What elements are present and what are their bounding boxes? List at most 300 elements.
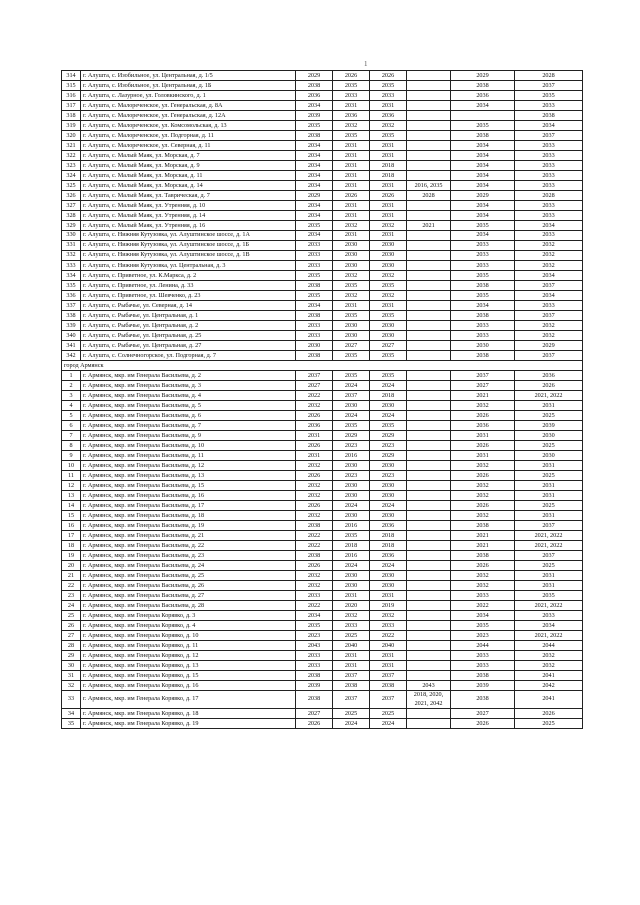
table-row bbox=[62, 691, 583, 709]
year-cell: 2029 bbox=[296, 71, 333, 81]
year-cell: 2021, 2022 bbox=[515, 531, 583, 541]
year-cell: 2025 bbox=[333, 631, 370, 641]
table-row bbox=[62, 301, 583, 311]
year-cell: 2031 bbox=[515, 401, 583, 411]
table-row bbox=[62, 271, 583, 281]
table-row bbox=[62, 81, 583, 91]
table-row bbox=[62, 591, 583, 601]
address-cell: г. Алушта, с. Нижняя Кутузовка, ул. Центральная, д. 3 bbox=[81, 261, 296, 271]
row-number-cell: 35 bbox=[62, 719, 81, 729]
year-cell bbox=[407, 481, 451, 491]
address-cell: г. Армянск, мкр. им Генерала Васильева, д. 25 bbox=[81, 571, 296, 581]
row-number-cell: 327 bbox=[62, 201, 81, 211]
year-cell: 2034 bbox=[296, 171, 333, 181]
table-row bbox=[62, 581, 583, 591]
year-cell: 2032 bbox=[296, 581, 333, 591]
year-cell: 2035 bbox=[451, 621, 515, 631]
year-cell: 2031 bbox=[333, 651, 370, 661]
year-cell: 2016 bbox=[333, 551, 370, 561]
table-row bbox=[62, 541, 583, 551]
table-row bbox=[62, 719, 583, 729]
table-row bbox=[62, 191, 583, 201]
year-cell: 2031 bbox=[333, 201, 370, 211]
year-cell: 2031 bbox=[370, 201, 407, 211]
year-cell: 2034 bbox=[296, 181, 333, 191]
address-cell: г. Алушта, с. Солнечногорское, ул. Подгорная, д. 7 bbox=[81, 351, 296, 361]
year-cell: 2031 bbox=[333, 301, 370, 311]
row-number-cell: 340 bbox=[62, 331, 81, 341]
row-number-cell: 322 bbox=[62, 151, 81, 161]
year-cell: 2035 bbox=[333, 351, 370, 361]
year-cell: 2027 bbox=[296, 381, 333, 391]
year-cell: 2026 bbox=[296, 719, 333, 729]
year-cell: 2035 bbox=[451, 291, 515, 301]
address-cell: г. Армянск, мкр. им Генерала Васильева, д. 13 bbox=[81, 471, 296, 481]
table-row bbox=[62, 321, 583, 331]
address-cell: г. Армянск, мкр. им Генерала Корявко, д. 19 bbox=[81, 719, 296, 729]
year-cell: 2040 bbox=[370, 641, 407, 651]
year-cell: 2032 bbox=[370, 271, 407, 281]
table-row bbox=[62, 131, 583, 141]
year-cell: 2026 bbox=[296, 561, 333, 571]
year-cell bbox=[407, 581, 451, 591]
year-cell: 2032 bbox=[296, 511, 333, 521]
year-cell: 2023 bbox=[296, 631, 333, 641]
year-cell: 2038 bbox=[451, 311, 515, 321]
year-cell: 2033 bbox=[451, 241, 515, 251]
address-cell: г. Алушта, с. Малый Маяк, ул. Утренняя, д. 16 bbox=[81, 221, 296, 231]
table-row bbox=[62, 121, 583, 131]
year-cell: 2031 bbox=[296, 431, 333, 441]
year-cell: 2031 bbox=[333, 141, 370, 151]
year-cell: 2031 bbox=[370, 591, 407, 601]
year-cell: 2033 bbox=[451, 661, 515, 671]
year-cell: 2031 bbox=[515, 491, 583, 501]
year-cell: 2023 bbox=[370, 441, 407, 451]
year-cell: 2037 bbox=[515, 521, 583, 531]
year-cell: 2032 bbox=[333, 121, 370, 131]
year-cell: 2033 bbox=[333, 621, 370, 631]
year-cell: 2032 bbox=[296, 491, 333, 501]
row-number-cell: 336 bbox=[62, 291, 81, 301]
year-cell: 2038 bbox=[451, 131, 515, 141]
year-cell: 2026 bbox=[451, 471, 515, 481]
year-cell: 2032 bbox=[515, 331, 583, 341]
table-row bbox=[62, 681, 583, 691]
year-cell: 2032 bbox=[515, 651, 583, 661]
table-row bbox=[62, 381, 583, 391]
year-cell bbox=[407, 161, 451, 171]
year-cell bbox=[407, 71, 451, 81]
year-cell: 2029 bbox=[370, 431, 407, 441]
table-row bbox=[62, 611, 583, 621]
year-cell: 2037 bbox=[333, 391, 370, 401]
table-row bbox=[62, 631, 583, 641]
table-row bbox=[62, 661, 583, 671]
year-cell: 2021, 2022 bbox=[515, 391, 583, 401]
year-cell: 2038 bbox=[296, 691, 333, 709]
row-number-cell: 330 bbox=[62, 231, 81, 241]
table-row bbox=[62, 391, 583, 401]
year-cell bbox=[407, 331, 451, 341]
year-cell: 2033 bbox=[515, 141, 583, 151]
year-cell: 2036 bbox=[370, 551, 407, 561]
year-cell: 2025 bbox=[370, 709, 407, 719]
year-cell: 2025 bbox=[515, 441, 583, 451]
table-row bbox=[62, 181, 583, 191]
row-number-cell: 18 bbox=[62, 541, 81, 551]
year-cell: 2032 bbox=[370, 291, 407, 301]
table-row bbox=[62, 331, 583, 341]
year-cell bbox=[407, 421, 451, 431]
table-row bbox=[62, 71, 583, 81]
year-cell: 2038 bbox=[296, 521, 333, 531]
year-cell: 2031 bbox=[333, 211, 370, 221]
year-cell: 2031 bbox=[370, 181, 407, 191]
year-cell: 2043 bbox=[407, 681, 451, 691]
year-cell bbox=[407, 131, 451, 141]
year-cell: 2032 bbox=[333, 221, 370, 231]
section-row bbox=[62, 361, 583, 371]
year-cell: 2037 bbox=[333, 671, 370, 681]
year-cell: 2030 bbox=[333, 241, 370, 251]
year-cell: 2026 bbox=[333, 71, 370, 81]
year-cell: 2033 bbox=[515, 171, 583, 181]
year-cell: 2033 bbox=[451, 651, 515, 661]
year-cell bbox=[407, 271, 451, 281]
year-cell: 2026 bbox=[451, 411, 515, 421]
year-cell: 2029 bbox=[333, 431, 370, 441]
table-row bbox=[62, 101, 583, 111]
year-cell: 2022 bbox=[370, 631, 407, 641]
table-row bbox=[62, 501, 583, 511]
year-cell: 2035 bbox=[370, 371, 407, 381]
year-cell: 2024 bbox=[333, 719, 370, 729]
year-cell: 2033 bbox=[515, 161, 583, 171]
row-number-cell: 342 bbox=[62, 351, 81, 361]
year-cell: 2023 bbox=[333, 471, 370, 481]
row-number-cell: 31 bbox=[62, 671, 81, 681]
year-cell: 2032 bbox=[296, 401, 333, 411]
row-number-cell: 315 bbox=[62, 81, 81, 91]
row-number-cell: 21 bbox=[62, 571, 81, 581]
table-row bbox=[62, 709, 583, 719]
address-cell: г. Армянск, мкр. им Генерала Корявко, д. 15 bbox=[81, 671, 296, 681]
year-cell bbox=[407, 311, 451, 321]
address-cell: г. Армянск, мкр. им Генерала Корявко, д. 4 bbox=[81, 621, 296, 631]
year-cell: 2034 bbox=[296, 161, 333, 171]
year-cell: 2028 bbox=[407, 191, 451, 201]
table-row bbox=[62, 161, 583, 171]
year-cell: 2030 bbox=[333, 481, 370, 491]
year-cell: 2031 bbox=[333, 181, 370, 191]
year-cell: 2038 bbox=[451, 281, 515, 291]
year-cell bbox=[407, 719, 451, 729]
year-cell: 2034 bbox=[451, 141, 515, 151]
year-cell: 2030 bbox=[370, 261, 407, 271]
row-number-cell: 25 bbox=[62, 611, 81, 621]
year-cell: 2035 bbox=[296, 121, 333, 131]
year-cell: 2030 bbox=[370, 331, 407, 341]
year-cell: 2031 bbox=[515, 461, 583, 471]
year-cell: 2024 bbox=[333, 561, 370, 571]
year-cell: 2031 bbox=[370, 141, 407, 151]
address-cell: г. Армянск, мкр. им Генерала Васильева, д. 7 bbox=[81, 421, 296, 431]
address-cell: г. Алушта, с. Малореченское, ул. Генеральская, д. 8А bbox=[81, 101, 296, 111]
year-cell: 2036 bbox=[515, 371, 583, 381]
year-cell: 2037 bbox=[515, 311, 583, 321]
year-cell: 2037 bbox=[370, 671, 407, 681]
table-row bbox=[62, 431, 583, 441]
year-cell: 2026 bbox=[370, 191, 407, 201]
year-cell: 2030 bbox=[333, 581, 370, 591]
year-cell: 2026 bbox=[515, 381, 583, 391]
year-cell: 2031 bbox=[515, 571, 583, 581]
year-cell: 2036 bbox=[451, 421, 515, 431]
year-cell: 2030 bbox=[515, 451, 583, 461]
year-cell: 2035 bbox=[333, 81, 370, 91]
address-cell: г. Алушта, с. Малый Маяк, ул. Таврическая, д. 7 bbox=[81, 191, 296, 201]
address-cell: г. Армянск, мкр. им Генерала Васильева, д. 15 bbox=[81, 481, 296, 491]
year-cell: 2027 bbox=[451, 709, 515, 719]
year-cell: 2026 bbox=[296, 471, 333, 481]
year-cell: 2033 bbox=[515, 101, 583, 111]
year-cell: 2032 bbox=[451, 461, 515, 471]
year-cell: 2026 bbox=[296, 501, 333, 511]
year-cell: 2038 bbox=[370, 681, 407, 691]
year-cell bbox=[407, 571, 451, 581]
year-cell: 2035 bbox=[451, 121, 515, 131]
year-cell: 2020 bbox=[333, 601, 370, 611]
address-cell: г. Алушта, с. Изобильное, ул. Центральная, д. 1Б bbox=[81, 81, 296, 91]
year-cell bbox=[407, 461, 451, 471]
table-row bbox=[62, 281, 583, 291]
year-cell: 2029 bbox=[451, 191, 515, 201]
year-cell: 2033 bbox=[515, 211, 583, 221]
year-cell: 2030 bbox=[333, 261, 370, 271]
row-number-cell: 326 bbox=[62, 191, 81, 201]
year-cell: 2033 bbox=[515, 151, 583, 161]
year-cell: 2035 bbox=[370, 311, 407, 321]
table-row bbox=[62, 291, 583, 301]
table-row bbox=[62, 441, 583, 451]
address-cell: г. Алушта, с. Рыбачье, ул. Центральная, д. 25 bbox=[81, 331, 296, 341]
year-cell bbox=[407, 321, 451, 331]
table-row bbox=[62, 421, 583, 431]
row-number-cell: 30 bbox=[62, 661, 81, 671]
address-cell: г. Алушта, с. Рыбачье, ул. Центральная, д. 1 bbox=[81, 311, 296, 321]
year-cell: 2037 bbox=[515, 131, 583, 141]
row-number-cell: 329 bbox=[62, 221, 81, 231]
year-cell: 2034 bbox=[451, 161, 515, 171]
year-cell: 2032 bbox=[451, 581, 515, 591]
row-number-cell: 331 bbox=[62, 241, 81, 251]
year-cell: 2037 bbox=[515, 551, 583, 561]
year-cell: 2024 bbox=[370, 411, 407, 421]
year-cell: 2030 bbox=[333, 571, 370, 581]
year-cell bbox=[407, 601, 451, 611]
row-number-cell: 10 bbox=[62, 461, 81, 471]
row-number-cell: 8 bbox=[62, 441, 81, 451]
year-cell: 2037 bbox=[370, 691, 407, 709]
year-cell: 2032 bbox=[515, 661, 583, 671]
year-cell: 2024 bbox=[370, 719, 407, 729]
table-body-alushta bbox=[62, 71, 583, 361]
address-cell: г. Армянск, мкр. им Генерала Васильева, д. 9 bbox=[81, 431, 296, 441]
year-cell bbox=[407, 391, 451, 401]
year-cell: 2036 bbox=[370, 111, 407, 121]
table-row bbox=[62, 401, 583, 411]
table-row bbox=[62, 571, 583, 581]
year-cell bbox=[407, 241, 451, 251]
year-cell: 2032 bbox=[333, 291, 370, 301]
year-cell: 2038 bbox=[296, 551, 333, 561]
year-cell: 2032 bbox=[515, 261, 583, 271]
address-cell: г. Армянск, мкр. им Генерала Васильева, д. 16 bbox=[81, 491, 296, 501]
year-cell: 2031 bbox=[333, 161, 370, 171]
year-cell bbox=[407, 611, 451, 621]
year-cell: 2035 bbox=[370, 421, 407, 431]
year-cell: 2035 bbox=[333, 281, 370, 291]
year-cell: 2030 bbox=[370, 581, 407, 591]
year-cell bbox=[451, 111, 515, 121]
year-cell: 2018 bbox=[370, 161, 407, 171]
year-cell bbox=[407, 231, 451, 241]
address-cell: г. Алушта, с. Малый Маяк, ул. Морская, д. 11 bbox=[81, 171, 296, 181]
year-cell: 2038 bbox=[451, 551, 515, 561]
address-cell: г. Армянск, мкр. им Генерала Васильева, д. 6 bbox=[81, 411, 296, 421]
year-cell: 2031 bbox=[333, 101, 370, 111]
table-row bbox=[62, 601, 583, 611]
table-row bbox=[62, 171, 583, 181]
year-cell: 2033 bbox=[370, 91, 407, 101]
year-cell: 2032 bbox=[333, 271, 370, 281]
row-number-cell: 323 bbox=[62, 161, 81, 171]
address-cell: г. Алушта, с. Приветное, ул. К.Маркса, д. 2 bbox=[81, 271, 296, 281]
year-cell bbox=[407, 471, 451, 481]
year-cell: 2024 bbox=[333, 411, 370, 421]
year-cell: 2027 bbox=[296, 709, 333, 719]
year-cell bbox=[407, 121, 451, 131]
year-cell: 2035 bbox=[370, 281, 407, 291]
row-number-cell: 321 bbox=[62, 141, 81, 151]
year-cell: 2031 bbox=[370, 661, 407, 671]
year-cell: 2041 bbox=[515, 691, 583, 709]
page-mark: 1 bbox=[364, 60, 368, 68]
year-cell: 2043 bbox=[296, 641, 333, 651]
row-number-cell: 338 bbox=[62, 311, 81, 321]
table-section-armyansk bbox=[62, 361, 583, 371]
year-cell: 2032 bbox=[296, 481, 333, 491]
year-cell: 2033 bbox=[515, 231, 583, 241]
year-cell: 2035 bbox=[333, 531, 370, 541]
year-cell: 2038 bbox=[451, 81, 515, 91]
year-cell: 2035 bbox=[451, 221, 515, 231]
row-number-cell: 6 bbox=[62, 421, 81, 431]
year-cell: 2038 bbox=[333, 681, 370, 691]
year-cell: 2034 bbox=[451, 101, 515, 111]
year-cell bbox=[407, 651, 451, 661]
year-cell: 2022 bbox=[296, 541, 333, 551]
year-cell: 2030 bbox=[370, 401, 407, 411]
year-cell: 2023 bbox=[370, 471, 407, 481]
year-cell: 2038 bbox=[451, 671, 515, 681]
year-cell: 2026 bbox=[451, 561, 515, 571]
row-number-cell: 317 bbox=[62, 101, 81, 111]
year-cell: 2029 bbox=[451, 71, 515, 81]
year-cell: 2038 bbox=[515, 111, 583, 121]
year-cell bbox=[407, 441, 451, 451]
year-cell bbox=[407, 101, 451, 111]
address-cell: г. Армянск, мкр. им Генерала Корявко, д. 13 bbox=[81, 661, 296, 671]
year-cell bbox=[407, 621, 451, 631]
year-cell: 2034 bbox=[451, 171, 515, 181]
year-cell: 2035 bbox=[333, 311, 370, 321]
year-cell: 2025 bbox=[515, 411, 583, 421]
row-number-cell: 15 bbox=[62, 511, 81, 521]
address-cell: г. Армянск, мкр. им Генерала Васильева, д. 26 bbox=[81, 581, 296, 591]
year-cell: 2033 bbox=[296, 251, 333, 261]
year-cell: 2033 bbox=[296, 321, 333, 331]
year-cell: 2032 bbox=[515, 241, 583, 251]
year-cell: 2030 bbox=[333, 511, 370, 521]
year-cell: 2024 bbox=[370, 561, 407, 571]
address-cell: г. Алушта, с. Рыбачье, ул. Северная, д. 14 bbox=[81, 301, 296, 311]
table-row bbox=[62, 411, 583, 421]
year-cell: 2030 bbox=[370, 571, 407, 581]
year-cell: 2035 bbox=[333, 371, 370, 381]
year-cell bbox=[407, 261, 451, 271]
year-cell: 2031 bbox=[370, 101, 407, 111]
year-cell: 2023 bbox=[451, 631, 515, 641]
year-cell: 2037 bbox=[451, 371, 515, 381]
row-number-cell: 319 bbox=[62, 121, 81, 131]
year-cell: 2025 bbox=[515, 561, 583, 571]
year-cell: 2026 bbox=[296, 411, 333, 421]
row-number-cell: 22 bbox=[62, 581, 81, 591]
year-cell: 2028 bbox=[515, 71, 583, 81]
year-cell: 2030 bbox=[370, 321, 407, 331]
year-cell: 2042 bbox=[515, 681, 583, 691]
year-cell: 2025 bbox=[333, 709, 370, 719]
year-cell bbox=[407, 561, 451, 571]
year-cell: 2032 bbox=[515, 251, 583, 261]
year-cell: 2037 bbox=[333, 691, 370, 709]
year-cell: 2038 bbox=[296, 131, 333, 141]
address-cell: г. Алушта, с. Малый Маяк, ул. Морская, д. 7 bbox=[81, 151, 296, 161]
year-cell bbox=[407, 351, 451, 361]
row-number-cell: 14 bbox=[62, 501, 81, 511]
address-cell: г. Армянск, мкр. им Генерала Корявко, д. 18 bbox=[81, 709, 296, 719]
year-cell: 2033 bbox=[451, 331, 515, 341]
year-cell bbox=[407, 641, 451, 651]
year-cell bbox=[407, 511, 451, 521]
year-cell: 2026 bbox=[370, 71, 407, 81]
table-row bbox=[62, 341, 583, 351]
address-cell: г. Армянск, мкр. им Генерала Васильева, д. 11 bbox=[81, 451, 296, 461]
year-cell bbox=[407, 551, 451, 561]
year-cell: 2033 bbox=[296, 651, 333, 661]
year-cell: 2016 bbox=[333, 451, 370, 461]
year-cell: 2016, 2035 bbox=[407, 181, 451, 191]
table-row bbox=[62, 91, 583, 101]
year-cell bbox=[407, 171, 451, 181]
year-cell: 2032 bbox=[370, 611, 407, 621]
year-cell: 2034 bbox=[451, 181, 515, 191]
address-cell: г. Армянск, мкр. им Генерала Васильева, д. 21 bbox=[81, 531, 296, 541]
year-cell: 2033 bbox=[451, 591, 515, 601]
table-row bbox=[62, 351, 583, 361]
